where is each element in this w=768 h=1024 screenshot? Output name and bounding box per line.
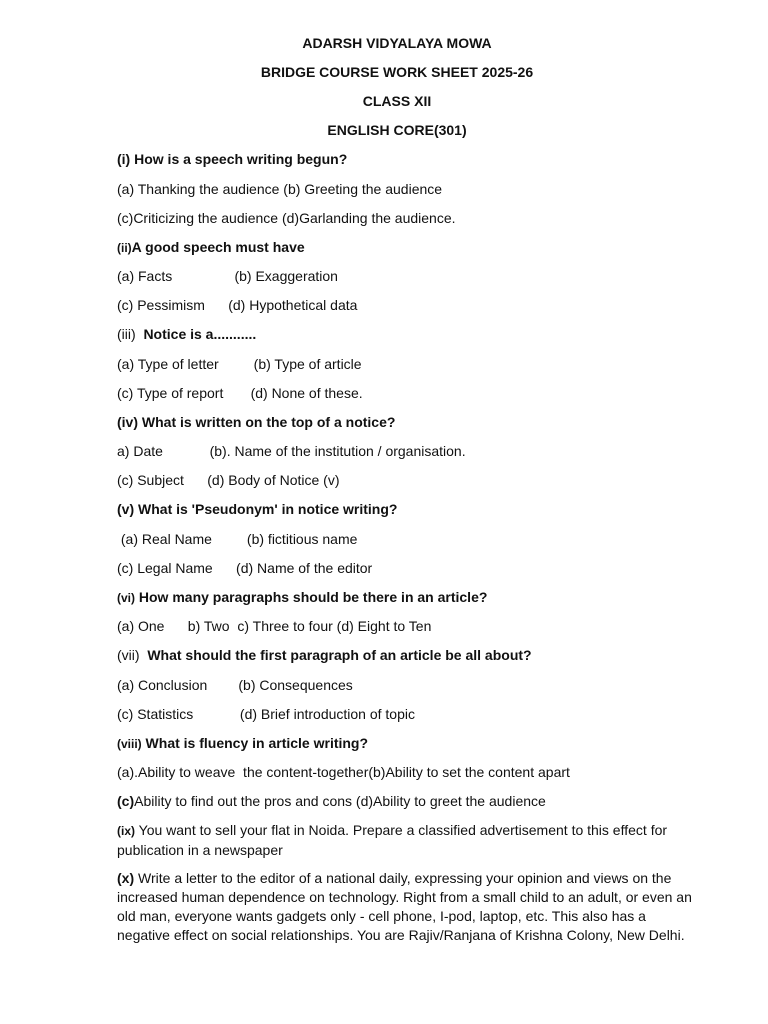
question-number: (vii)	[117, 647, 140, 663]
class-heading: CLASS XII	[362, 93, 432, 109]
school-name: ADARSH VIDYALAYA MOWA	[302, 35, 492, 51]
option-line: (a) One b) Two c) Three to four (d) Eight to Ten	[117, 618, 432, 634]
option-line: (a) Type of letter (b) Type of article	[117, 356, 362, 372]
question-number: (iv)	[117, 414, 138, 430]
option-line: (c) Legal Name (d) Name of the editor	[117, 560, 373, 576]
subject-heading: ENGLISH CORE(301)	[327, 122, 467, 138]
question-number: (viii)	[117, 737, 142, 751]
question-7	[117, 646, 532, 664]
question-6	[117, 588, 487, 607]
question-4	[117, 413, 395, 431]
option-line: (c)Criticizing the audience (d)Garlanding the audience.	[117, 210, 456, 226]
option-line: (a) Real Name (b) fictitious name	[117, 531, 358, 547]
question-text: What is written on the top of a notice?	[138, 414, 396, 430]
option-line: (c) Subject (d) Body of Notice (v)	[117, 472, 340, 488]
question-number: (i)	[117, 151, 131, 167]
option-text: Ability to find out the pros and cons (d)Ability to greet the audience	[134, 793, 546, 809]
option-line: (a) Thanking the audience (b) Greeting the audience	[117, 181, 443, 197]
worksheet-title: BRIDGE COURSE WORK SHEET 2025-26	[260, 64, 534, 80]
question-text: Write a letter to the editor of a national daily, expressing your opinion and views on the increased human dependence on technology. Right from a small child to an adult, or even an old man, everyone wants gadgets only - cell phone, I-pod, laptop, etc. This also has a negative effect on social relationships. You are Rajiv/Ranjana of Krishna Colony, New Delhi.	[117, 870, 692, 943]
question-text: What is 'Pseudonym' in notice writing?	[134, 501, 398, 517]
question-text: What should the first paragraph of an article be all about?	[147, 647, 532, 663]
question-2	[117, 238, 305, 257]
question-number: (v)	[117, 501, 135, 517]
question-9	[117, 821, 697, 860]
question-10	[117, 869, 697, 945]
option-line: (a) Facts (b) Exaggeration	[117, 268, 338, 284]
question-8	[117, 734, 368, 753]
option-line: (c) Pessimism (d) Hypothetical data	[117, 297, 358, 313]
option-line: (c) Statistics (d) Brief introduction of topic	[117, 706, 415, 722]
question-text: How is a speech writing begun?	[130, 151, 348, 167]
question-number: (x)	[117, 870, 135, 886]
question-5	[117, 500, 397, 518]
question-number: (ix)	[117, 824, 135, 838]
question-text: A good speech must have	[131, 239, 305, 255]
option-line: (a).Ability to weave the content-together(b)Ability to set the content apart	[117, 764, 570, 780]
question-text: What is fluency in article writing?	[141, 735, 369, 751]
question-number: (vi)	[117, 591, 135, 605]
question-text: Notice is a...........	[143, 326, 257, 342]
question-text: You want to sell your flat in Noida. Prepare a classified advertisement to this effect for publication in a newspaper	[117, 822, 668, 858]
question-text: How many paragraphs should be there in an article?	[135, 589, 488, 605]
question-number: (ii)	[117, 241, 132, 255]
option-line: (a) Conclusion (b) Consequences	[117, 677, 353, 693]
question-number: (iii)	[117, 326, 136, 342]
option-line: (c) Type of report (d) None of these.	[117, 385, 363, 401]
question-3	[117, 325, 256, 343]
option-label: (c)	[117, 793, 135, 809]
option-line: a) Date (b). Name of the institution / organisation.	[117, 443, 466, 459]
question-1	[117, 150, 347, 168]
option-line	[117, 792, 546, 810]
